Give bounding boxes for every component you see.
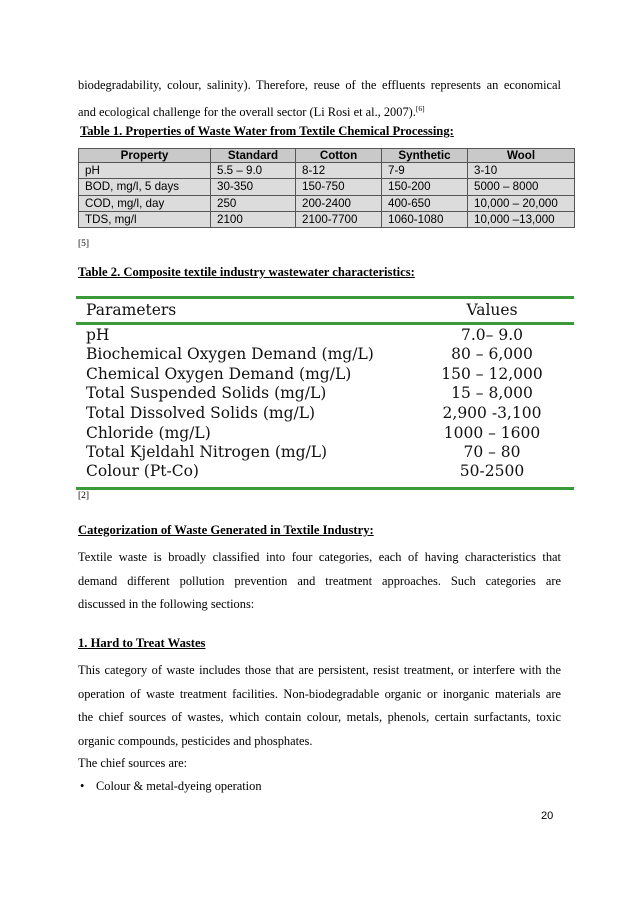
table-cell: 5.5 – 9.0 [211,163,296,179]
intro-line-2-text: and ecological challenge for the overall sector (Li Rosi et al., 2007). [78,105,416,120]
table-cell-parameter: Colour (Pt-Co) [86,462,199,480]
table-cell: 3-10 [468,163,575,179]
table-cell-parameter: Chemical Oxygen Demand (mg/L) [86,365,352,383]
table-cell: 10,000 –13,000 [468,211,575,227]
table-cell: BOD, mg/l, 5 days [79,179,211,195]
categorization-line-1: Textile waste is broadly classified into four categories, each of having characteristics that [78,550,561,564]
section1-line-3: the chief sources of wastes, which contain colour, metals, phenols, certain surfactants, toxic [78,710,561,724]
table1 [78,148,575,228]
table-cell-parameter: Total Suspended Solids (mg/L) [86,384,327,402]
table2-top-rule [76,296,574,299]
table-cell: 2100-7700 [296,211,382,227]
table-cell: 8-12 [296,163,382,179]
table-cell-value: 80 – 6,000 [451,345,533,363]
list-item [80,775,262,799]
table-cell: 250 [211,195,296,211]
table2-reference: [2] [78,491,90,501]
table1-header-cell: Wool [468,149,575,163]
categorization-line-2: demand different pollution prevention and treatment approaches. Such categories are [78,574,561,588]
intro-line-1: biodegradability, colour, salinity). Therefore, reuse of the effluents represents an economical [78,78,561,92]
table-cell-value: 2,900 -3,100 [442,404,542,422]
table-cell-parameter: Chloride (mg/L) [86,424,211,442]
table-cell: 10,000 – 20,000 [468,195,575,211]
table-cell-parameter: Total Kjeldahl Nitrogen (mg/L) [86,443,328,461]
categorization-line-3: discussed in the following sections: [78,597,255,611]
intro-citation: [6] [415,104,425,113]
table-cell-parameter: Total Dissolved Solids (mg/L) [86,404,316,422]
categorization-heading: Categorization of Waste Generated in Textile Industry: [78,523,374,537]
table2-header-parameters: Parameters [86,301,177,319]
table-cell: 30-350 [211,179,296,195]
table1-caption: Table 1. Properties of Waste Water from Textile Chemical Processing: [80,124,454,138]
table1-header-cell: Standard [211,149,296,163]
table-cell: 1060-1080 [382,211,468,227]
table2 [76,296,574,490]
table-cell-parameter: Biochemical Oxygen Demand (mg/L) [86,345,374,363]
table-cell: TDS, mg/l [79,211,211,227]
table-cell: 150-200 [382,179,468,195]
table-cell-value: 150 – 12,000 [441,365,543,383]
table-cell-value: 50-2500 [459,462,525,480]
table1-reference: [5] [78,239,90,249]
table-cell: 150-750 [296,179,382,195]
table-row [79,163,575,179]
table-row [79,179,575,195]
section1-heading: 1. Hard to Treat Wastes [78,636,206,650]
table2-header-rule [76,322,574,325]
table1-header-row [79,149,575,163]
table-cell: 400-650 [382,195,468,211]
table-cell-value: 70 – 80 [463,443,521,461]
table-cell: pH [79,163,211,179]
table-cell: 2100 [211,211,296,227]
table1-header-cell: Cotton [296,149,382,163]
table1-header-cell: Property [79,149,211,163]
table-cell: 5000 – 8000 [468,179,575,195]
table-cell: COD, mg/l, day [79,195,211,211]
table1-grid [78,148,575,228]
table2-header-values: Values [466,301,518,319]
list-item-text: Colour & metal-dyeing operation [96,779,262,793]
section1-line-5: The chief sources are: [78,756,188,770]
table-cell: 200-2400 [296,195,382,211]
table2-bottom-rule [76,487,574,490]
section1-line-2: operation of waste treatment facilities. Non-biodegradable organic or inorganic materials are [78,687,561,701]
table-cell-value: 15 – 8,000 [451,384,533,402]
page-number: 20 [541,810,554,822]
section1-line-4: organic compounds, pesticides and phosphates. [78,734,313,748]
bullet-icon: • [80,779,85,793]
table-row [79,195,575,211]
table1-header-cell: Synthetic [382,149,468,163]
table2-caption: Table 2. Composite textile industry wastewater characteristics: [78,265,415,279]
table-cell-parameter: pH [86,326,110,344]
table-cell: 7-9 [382,163,468,179]
table-cell-value: 7.0– 9.0 [461,326,523,344]
table-cell-value: 1000 – 1600 [443,424,541,442]
table-row [79,211,575,227]
section1-line-1: This category of waste includes those that are persistent, resist treatment, or interfere with the [78,663,561,677]
intro-line-2 [78,97,425,125]
